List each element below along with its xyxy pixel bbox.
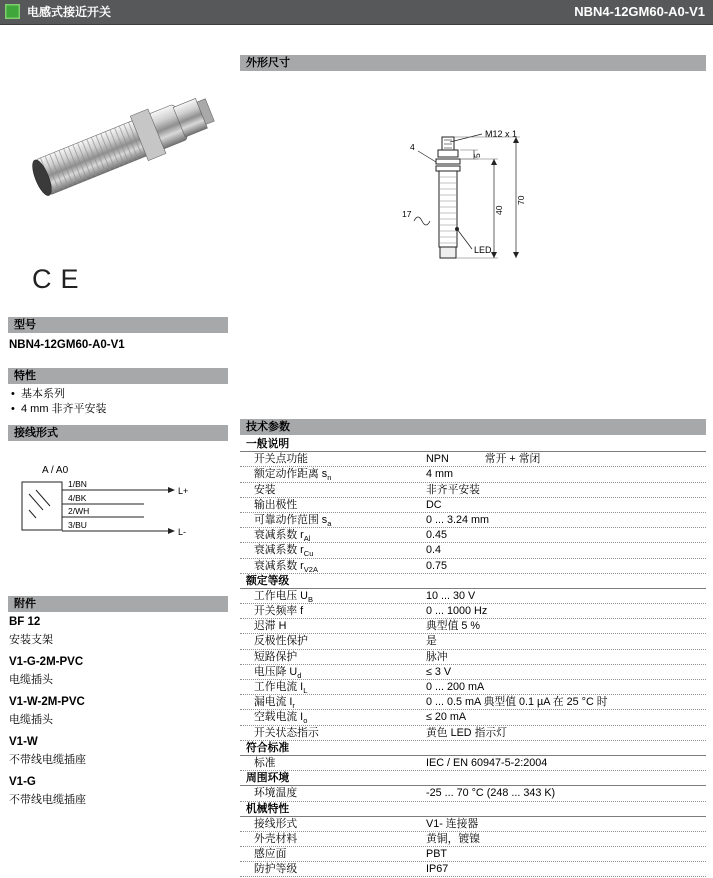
spec-label: 开关状态指示 [254,726,319,739]
section-header-dimensions [240,55,706,71]
spec-value: 脉冲 [426,650,448,663]
spec-value: 0.45 [426,529,448,542]
accessory-item [9,654,86,688]
spec-value: 4 mm [426,468,453,481]
accessory-list [9,614,86,808]
terminal-plus-label: L+ [178,486,189,496]
section-title: 特性 [14,370,36,382]
wiring-diagram [16,460,211,570]
accessory-item [9,614,86,648]
spec-row [240,604,706,619]
dim-label-40: 40 [494,205,504,215]
spec-row [240,589,706,604]
thread-label: M12 x 1 [485,129,518,139]
spec-group-header: 符合标准 [240,741,706,756]
spec-value: 0 ... 0.5 mA 典型值 0.1 µA 在 25 °C 时 [426,696,608,709]
wiring-type-label: A / A0 [42,465,69,476]
spec-label: 短路保护 [254,650,298,663]
spec-row [240,756,706,771]
spec-label: 环境温度 [254,787,298,800]
spec-label: 迟滞 H [254,620,287,633]
spec-value: -25 ... 70 °C (248 ... 343 K) [426,787,556,800]
spec-value: ≤ 20 mA [426,711,467,724]
brand-logo-icon [5,4,20,19]
wire-label-1: 1/BN [68,479,87,489]
accessory-item [9,694,86,728]
spec-label: 标准 [254,756,276,769]
spec-label: 衰减系数 $r_{V2A}$ [254,559,318,574]
dimension-drawing [390,125,590,360]
spec-label: 开关点功能 [254,453,308,466]
inductive-sensor-symbol [29,490,50,518]
section-title: 接线形式 [14,427,58,439]
section-title: 型号 [14,319,36,331]
spec-value: 0.75 [426,559,448,572]
section-title: 外形尺寸 [246,57,290,69]
dim-leader-4 [418,151,436,162]
spec-row [240,832,706,847]
spec-row [240,862,706,877]
drawing-collar [438,150,458,157]
dim-arrow [513,252,519,258]
feature-list [8,387,107,417]
spec-label: 漏电流 $I_r$ [254,696,295,711]
accessory-item [9,734,86,768]
drawing-ring-2 [436,166,460,171]
dim-label-5: 5 [472,153,482,158]
spec-row [240,543,706,558]
spec-row [240,498,706,513]
wrench-size-label: 17 [402,209,412,219]
spec-value: 典型值 5 % [426,620,480,633]
spec-label: 感应面 [254,848,287,861]
section-header-connection [8,425,228,441]
spec-row [240,695,706,710]
accessory-model: V1-G-2M-PVC [9,656,84,668]
accessory-description: 不带线电缆插座 [9,754,86,766]
spec-row [240,680,706,695]
spec-label: 反极性保护 [254,635,308,648]
accessory-model: V1-G [9,776,36,788]
spec-row [240,513,706,528]
spec-value: 黄色 LED 指示灯 [426,726,507,739]
spec-value: ≤ 3 V [426,665,452,678]
accessory-model: V1-W [9,736,38,748]
spec-value: PBT [426,848,447,861]
right-column [240,55,706,878]
spec-row [240,467,706,482]
spec-value: V1- 连接器 [426,817,479,830]
wiring-diagram-svg [16,460,211,565]
spec-value: 0 ... 3.24 mm [426,513,490,526]
dimension-drawing-svg [390,125,590,355]
spec-row [240,452,706,467]
accessory-description: 不带线电缆插座 [9,794,86,806]
spec-row [240,665,706,680]
spec-value: IP67 [426,863,449,876]
spec-table [240,437,706,877]
spec-value: 是 [426,635,437,648]
thread-leader [450,134,482,142]
wire-label-4: 3/BU [68,520,87,530]
spec-value: NPN 常开 + 常闭 [426,453,541,466]
spec-label: 输出极性 [254,498,298,511]
spec-row [240,710,706,725]
dim-label-4: 4 [410,142,415,152]
spec-label: 衰减系数 $r_{Cu}$ [254,544,314,559]
spec-group-header: 额定等级 [240,574,706,589]
spec-value: 黄铜，镀镍 [426,832,480,845]
product-photo [8,40,228,255]
dim-arrow [491,159,497,165]
spec-label: 工作电流 $I_L$ [254,681,308,696]
drawing-ring-1 [436,159,460,164]
accessory-item [9,774,86,808]
spec-group-header: 一般说明 [240,437,706,452]
spec-label: 空载电流 $I_o$ [254,711,308,726]
section-header-accessories [8,596,228,612]
spec-label: 电压降 $U_d$ [254,665,302,680]
spec-value: 0 ... 1000 Hz [426,605,488,618]
spec-row [240,817,706,832]
section-header-specs [240,419,706,435]
sensor-symbol-box [22,482,62,530]
spec-row [240,528,706,543]
wire-arrow-minus [168,528,175,534]
accessory-description: 安装支架 [9,634,53,646]
model-number: NBN4-12GM60-A0-V1 [9,339,125,351]
spec-value: 0.4 [426,544,442,557]
spec-row [240,786,706,801]
page-title: 电感式接近开关 [27,5,112,19]
led-label: LED [474,245,492,255]
product-photo-svg [8,40,228,255]
spec-value: 非齐平安装 [426,483,480,496]
spec-value: 10 ... 30 V [426,589,476,602]
spec-group-header: 周围环境 [240,771,706,786]
spec-label: 工作电压 $U_B$ [254,589,313,605]
dim-label-70: 70 [516,195,526,205]
spec-row [240,726,706,741]
left-column [8,40,228,874]
wire-label-2: 4/BK [68,493,87,503]
spec-group-header: 机械特性 [240,802,706,817]
spec-label: 安装 [254,483,276,496]
spec-row [240,559,706,574]
spec-row [240,847,706,862]
wire-label-3: 2/WH [68,506,90,516]
wire-arrow-plus [168,487,175,493]
spec-value: 0 ... 200 mA [426,681,485,693]
spec-row [240,619,706,634]
spec-row [240,634,706,649]
spec-value: IEC / EN 60947-5-2:2004 [426,756,548,769]
spec-label: 外壳材料 [254,832,298,845]
accessory-description: 电缆插头 [9,714,53,726]
spec-label: 接线形式 [254,817,298,830]
ce-mark: CE [32,264,88,294]
section-title: 附件 [14,598,36,610]
accessory-model: V1-W-2M-PVC [9,696,85,708]
spec-label: 可靠动作范围 $s_a$ [254,513,332,529]
wrench-symbol [414,217,430,225]
drawing-sensing-tip [440,247,456,258]
section-header-features [8,368,228,384]
spec-row [240,483,706,498]
section-header-model [8,317,228,333]
spec-label: 防护等级 [254,863,298,876]
accessory-model: BF 12 [9,616,41,628]
spec-label: 额定动作距离 $s_n$ [254,468,332,483]
header-bar [0,0,713,25]
sensor-barrel [35,104,188,195]
terminal-minus-label: L- [178,527,187,537]
spec-value: DC [426,498,442,511]
dim-arrow [491,252,497,258]
led-leader [457,229,472,249]
accessory-description: 电缆插头 [9,674,53,686]
section-title: 技术参数 [246,421,290,433]
spec-label: 开关频率 f [254,605,304,618]
feature-item: • 基本系列 [8,387,107,402]
spec-row [240,650,706,665]
header-model-number: NBN4-12GM60-A0-V1 [574,4,705,19]
feature-item: • 4 mm 非齐平安装 [8,402,107,417]
drawing-body [439,171,457,247]
spec-label: 衰减系数 $r_{Al}$ [254,529,311,544]
